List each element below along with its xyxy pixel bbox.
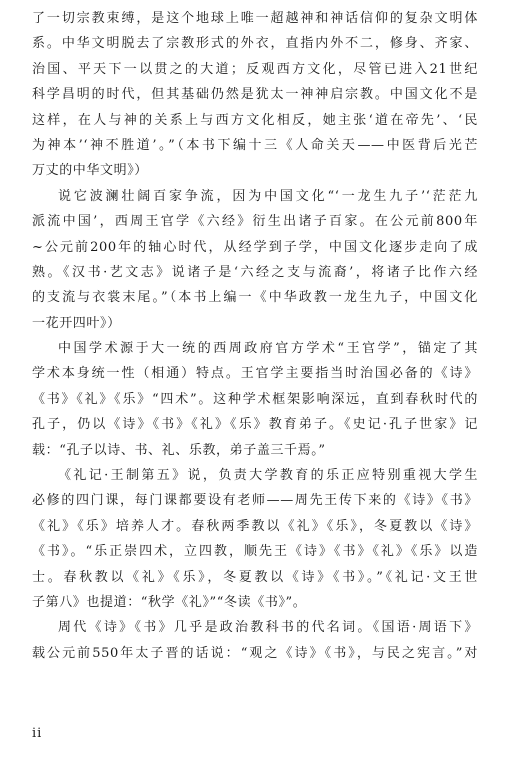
text-line: 载公元前550年太子晋的话说：“观之《诗》《书》，与民之宪言。”对	[32, 645, 478, 661]
body-text	[32, 6, 478, 666]
text-line: 《礼记·王制第五》说，负责大学教育的乐正应特别重视大学生	[58, 468, 478, 484]
text-line: 孔子，仍以《诗》《书》《礼》《乐》教育弟子。《史记·孔子世家》记	[32, 417, 478, 433]
text-line: 治国、平天下一以贯之的大道；反观西方文化，尽管已进入21世纪	[32, 61, 478, 77]
text-line: 派流中国’，西周王官学《六经》衍生出诸子百家。在公元前800年	[32, 214, 478, 230]
text-line: 这样，在人与神的关系上与西方文化相反，她主张‘道在帝先’、‘民	[32, 112, 478, 128]
text-line: 《书》。“乐正崇四术，立四教，顺先王《诗》《书》《礼》《乐》以造	[32, 544, 478, 560]
text-line: 《礼》《乐》培养人才。春秋两季教以《礼》《乐》，冬夏教以《诗》	[32, 518, 478, 534]
text-line: 万丈的中华文明》）	[32, 163, 148, 179]
text-line: 科学昌明的时代，但其基础仍然是犹太一神神启宗教。中国文化不是	[32, 87, 478, 103]
text-line: 中国学术源于大一统的西周政府官方学术“王官学”，锚定了其	[58, 341, 478, 357]
text-line: 学术本身统一性（相通）特点。王官学主要指当时治国必备的《诗》	[32, 366, 478, 382]
text-line: 载：“孔子以诗、书、礼、乐教，弟子盖三千焉。”	[32, 442, 326, 458]
text-line: 《书》《礼》《乐》“四术”。这种学术框架影响深远，直到春秋时代的	[32, 391, 478, 407]
text-line: 的支流与衣裳末尾。”（本书上编一《中华政教一龙生九子，中国文化	[32, 290, 478, 306]
text-line: 必修的四门课，每门课都要设有老师——周先王传下来的《诗》《书》	[32, 493, 478, 509]
text-line: 系。中华文明脱去了宗教形式的外衣，直指内外不二，修身、齐家、	[32, 36, 478, 52]
text-line: 士。春秋教以《礼》《乐》，冬夏教以《诗》《书》。”《礼记·文王世	[32, 569, 478, 585]
page-number: ii	[32, 726, 43, 741]
text-line: ~公元前200年的轴心时代，从经学到子学，中国文化逐步走向了成	[32, 239, 478, 255]
text-line: 一花开四叶》）	[32, 315, 121, 331]
text-line: 了一切宗教束缚，是这个地球上唯一超越神和神话信仰的复杂文明体	[32, 11, 478, 26]
text-line: 熟。《汉书·艺文志》说诸子是‘六经之支与流裔’，将诸子比作六经	[32, 264, 478, 280]
text-line: 说它波澜壮阔百家争流，因为中国文化“‘一龙生九子’‘茫茫九	[58, 188, 478, 204]
text-line: 为神本’‘神不胜道’。”（本书下编十三《人命关天——中医背后光芒	[32, 137, 478, 153]
text-line: 周代《诗》《书》几乎是政治教科书的代名词。《国语·周语下》	[58, 620, 478, 636]
text-line: 子第八》也提道：“秋学《礼》”“冬读《书》”。	[32, 594, 307, 610]
